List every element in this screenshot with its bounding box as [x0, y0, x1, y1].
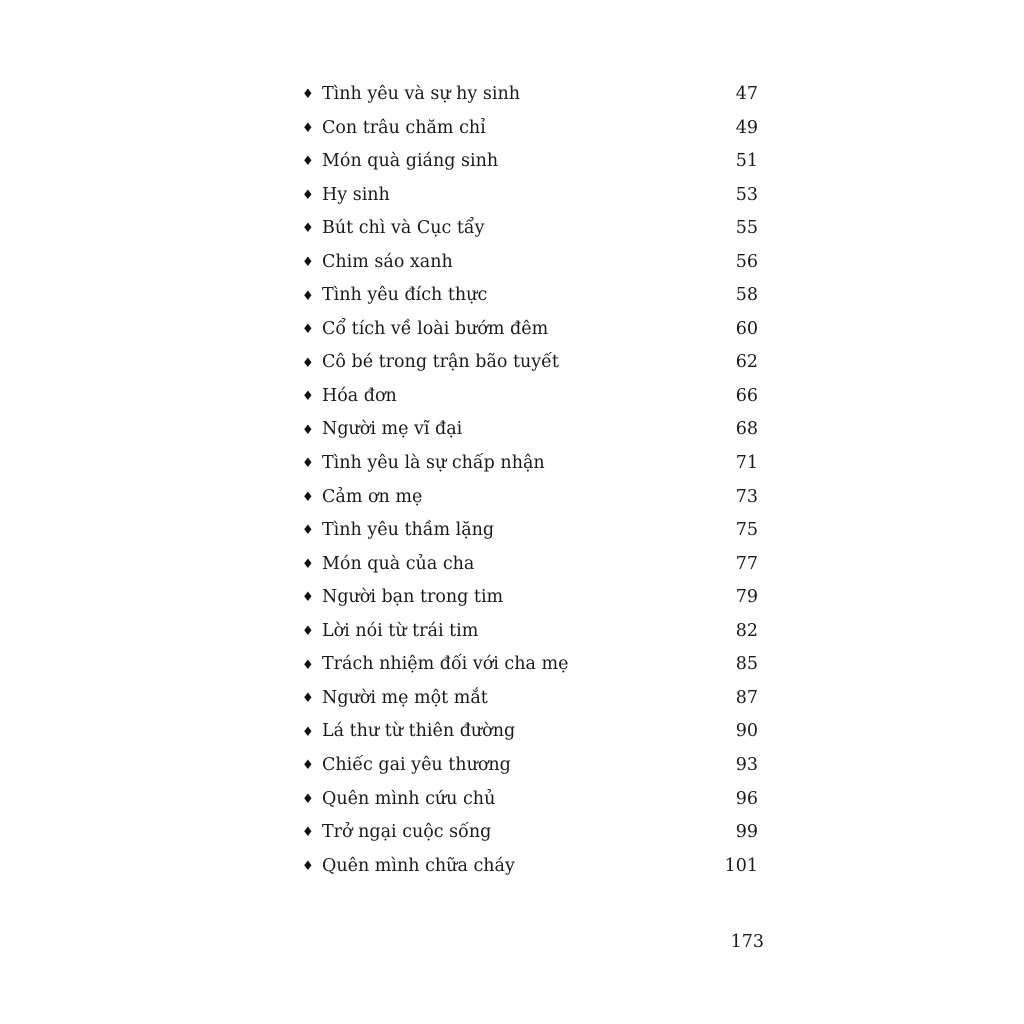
- diamond-bullet-icon: ♦: [302, 255, 314, 270]
- diamond-bullet-icon: ♦: [302, 657, 314, 673]
- toc-entry: [302, 816, 758, 850]
- toc-entry: [302, 380, 758, 414]
- diamond-bullet-icon: ♦: [302, 221, 314, 237]
- toc-entry-title: Tình yêu thầm lặng: [322, 520, 495, 541]
- diamond-bullet-icon: ♦: [302, 691, 314, 707]
- diamond-bullet-icon: ♦: [302, 120, 314, 136]
- toc-entry-page: 96: [735, 788, 758, 809]
- diamond-bullet-icon: ♦: [302, 758, 314, 774]
- toc-entry: [302, 145, 758, 179]
- diamond-bullet-icon: ♦: [302, 322, 314, 338]
- diamond-bullet-icon: ♦: [302, 87, 314, 103]
- toc-entry: [302, 682, 758, 716]
- toc-entry-page: 66: [735, 385, 758, 406]
- toc-entry: [302, 548, 758, 582]
- diamond-bullet-icon: ♦: [302, 624, 314, 640]
- toc-entry-title: Cổ tích về loài bướm đêm: [322, 318, 549, 339]
- toc-entry-page: 51: [735, 151, 758, 172]
- toc-entry-page: 93: [735, 754, 758, 775]
- diamond-bullet-icon: ♦: [302, 556, 314, 572]
- toc-entry-title: Lời nói từ trái tim: [322, 620, 479, 641]
- toc-entry-page: 62: [735, 352, 758, 373]
- diamond-bullet-icon: ♦: [302, 791, 314, 807]
- toc-entry-title: Món quà giáng sinh: [322, 151, 499, 172]
- toc-entry-page: 55: [735, 218, 758, 239]
- toc-entry-page: 56: [735, 251, 758, 272]
- toc-entry-page: 85: [735, 654, 758, 675]
- toc-entry: [302, 481, 758, 515]
- toc-entry: [302, 78, 758, 112]
- toc-entry-page: 101: [724, 855, 758, 876]
- toc-entry: [302, 179, 758, 213]
- toc-entry: [302, 514, 758, 548]
- toc-entry-title: Lá thư từ thiên đường: [322, 721, 516, 742]
- toc-entry-page: 73: [735, 486, 758, 507]
- diamond-bullet-icon: ♦: [302, 858, 314, 874]
- toc-entry: [302, 850, 758, 884]
- diamond-bullet-icon: ♦: [302, 523, 314, 539]
- toc-entry: [302, 615, 758, 649]
- toc-entry: [302, 447, 758, 481]
- toc-entry-title: Hóa đơn: [322, 385, 397, 406]
- toc-entry-title: Hy sinh: [322, 184, 390, 205]
- toc-entry-page: 47: [735, 84, 758, 105]
- toc-entry-title: Cảm ơn mẹ: [322, 486, 423, 507]
- toc-entry-title: Trách nhiệm đối với cha mẹ: [322, 654, 569, 675]
- toc-entry-title: Trở ngại cuộc sống: [322, 822, 492, 843]
- toc-entry: [302, 413, 758, 447]
- toc-entry-title: Tình yêu và sự hy sinh: [322, 84, 520, 105]
- toc-entry: [302, 246, 758, 280]
- toc-entry-page: 60: [735, 318, 758, 339]
- toc-entry-page: 82: [735, 620, 758, 641]
- toc-entry-page: 79: [735, 587, 758, 608]
- diamond-bullet-icon: ♦: [302, 422, 314, 438]
- toc-entry-page: 90: [735, 721, 758, 742]
- toc-entry-title: Quên mình cứu chủ: [322, 788, 496, 809]
- diamond-bullet-icon: ♦: [302, 187, 314, 203]
- toc-entry-page: 49: [735, 117, 758, 138]
- table-of-contents: [302, 78, 758, 883]
- toc-entry: [302, 581, 758, 615]
- toc-entry: [302, 715, 758, 749]
- toc-entry-title: Người bạn trong tim: [322, 587, 504, 608]
- diamond-bullet-icon: ♦: [302, 389, 314, 405]
- diamond-bullet-icon: ♦: [302, 288, 314, 304]
- toc-entry: [302, 648, 758, 682]
- diamond-bullet-icon: ♦: [302, 590, 314, 606]
- toc-entry-title: Người mẹ vĩ đại: [322, 419, 463, 440]
- page-number: 173: [730, 932, 764, 952]
- toc-entry: [302, 782, 758, 816]
- diamond-bullet-icon: ♦: [302, 724, 314, 740]
- toc-entry-title: Chiếc gai yêu thương: [322, 754, 511, 775]
- toc-entry: [302, 749, 758, 783]
- toc-entry-title: Tình yêu là sự chấp nhận: [322, 453, 545, 474]
- toc-entry: [302, 212, 758, 246]
- toc-entry-title: Tình yêu đích thực: [322, 285, 488, 306]
- toc-entry-title: Quên mình chữa cháy: [322, 855, 515, 876]
- toc-entry: [302, 112, 758, 146]
- toc-entry-page: 99: [735, 822, 758, 843]
- toc-entry: [302, 279, 758, 313]
- toc-entry-title: Con trâu chăm chỉ: [322, 117, 486, 138]
- toc-entry-title: Bút chì và Cục tẩy: [322, 218, 485, 239]
- toc-entry-page: 77: [735, 553, 758, 574]
- diamond-bullet-icon: ♦: [302, 355, 314, 371]
- diamond-bullet-icon: ♦: [302, 154, 314, 170]
- toc-entry: [302, 313, 758, 347]
- toc-entry-page: 71: [735, 453, 758, 474]
- diamond-bullet-icon: ♦: [302, 456, 314, 472]
- diamond-bullet-icon: ♦: [302, 825, 314, 841]
- toc-entry-title: Người mẹ một mắt: [322, 687, 488, 708]
- toc-entry-page: 87: [735, 687, 758, 708]
- toc-entry-page: 68: [735, 419, 758, 440]
- diamond-bullet-icon: ♦: [302, 489, 314, 505]
- toc-entry-title: Cô bé trong trận bão tuyết: [322, 352, 559, 373]
- toc-entry-title: Món quà của cha: [322, 553, 475, 574]
- toc-entry-title: Chim sáo xanh: [322, 251, 453, 272]
- toc-entry-page: 53: [735, 184, 758, 205]
- toc-entry: [302, 346, 758, 380]
- toc-entry-page: 58: [735, 285, 758, 306]
- toc-entry-page: 75: [735, 520, 758, 541]
